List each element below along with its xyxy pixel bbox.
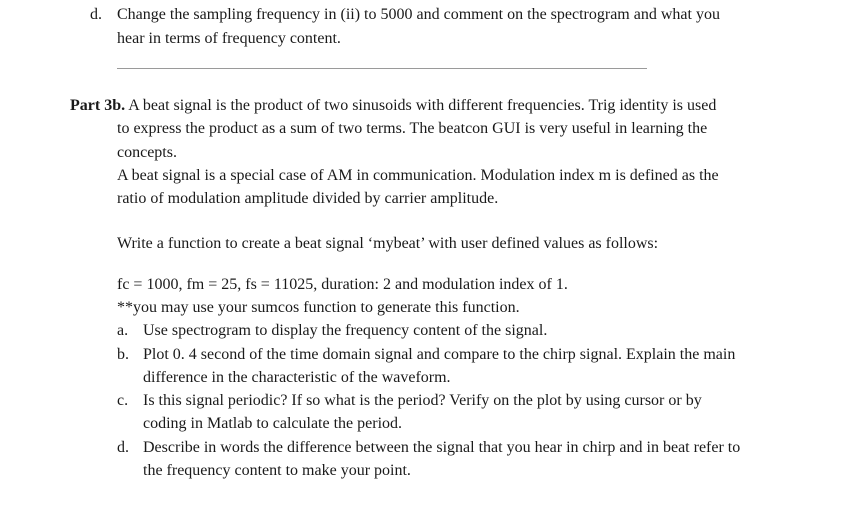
item-a-marker: a. [117,322,129,339]
item-d-marker: d. [90,6,102,23]
item-d-line-1: Describe in words the difference between the signal that you hear in chirp and in beat refer to [143,439,741,456]
item-d-line-2: hear in terms of frequency content. [117,30,341,47]
item-d-line-2: the frequency content to make your point. [143,462,411,479]
item-b-line-1: Plot 0. 4 second of the time domain signal and compare to the chirp signal. Explain the main [143,346,736,363]
intro-line: A beat signal is a special case of AM in communication. Modulation index m is defined as the [117,167,719,184]
intro-line: A beat signal is the product of two sinusoids with different frequencies. Trig identity is used [128,97,717,114]
item-a-line-1: Use spectrogram to display the frequency content of the signal. [143,322,548,339]
answer-line [117,68,647,69]
instruction: Write a function to create a beat signal ‘mybeat’ with user defined values as follows: [117,235,659,252]
parameters: fc = 1000, fm = 25, fs = 11025, duration: 2 and modulation index of 1. [117,276,568,293]
part3b-paragraph-line-1 [70,94,716,117]
item-b-marker: b. [117,346,129,363]
item-d-marker: d. [117,439,129,456]
intro-line: to express the product as a sum of two terms. The beatcon GUI is very useful in learning the [117,120,708,137]
intro-line: concepts. [117,144,177,161]
item-c-marker: c. [117,392,129,409]
note: **you may use your sumcos function to generate this function. [117,299,520,316]
item-c-line-1: Is this signal periodic? If so what is the period? Verify on the plot by using cursor or by [143,392,702,409]
part3b-heading: Part 3b. [70,97,126,114]
item-d-line-1: Change the sampling frequency in (ii) to 5000 and comment on the spectrogram and what you [117,6,720,23]
item-c-line-2: coding in Matlab to calculate the period. [143,415,403,432]
intro-line: ratio of modulation amplitude divided by carrier amplitude. [117,190,499,207]
item-b-line-2: difference in the characteristic of the waveform. [143,369,451,386]
